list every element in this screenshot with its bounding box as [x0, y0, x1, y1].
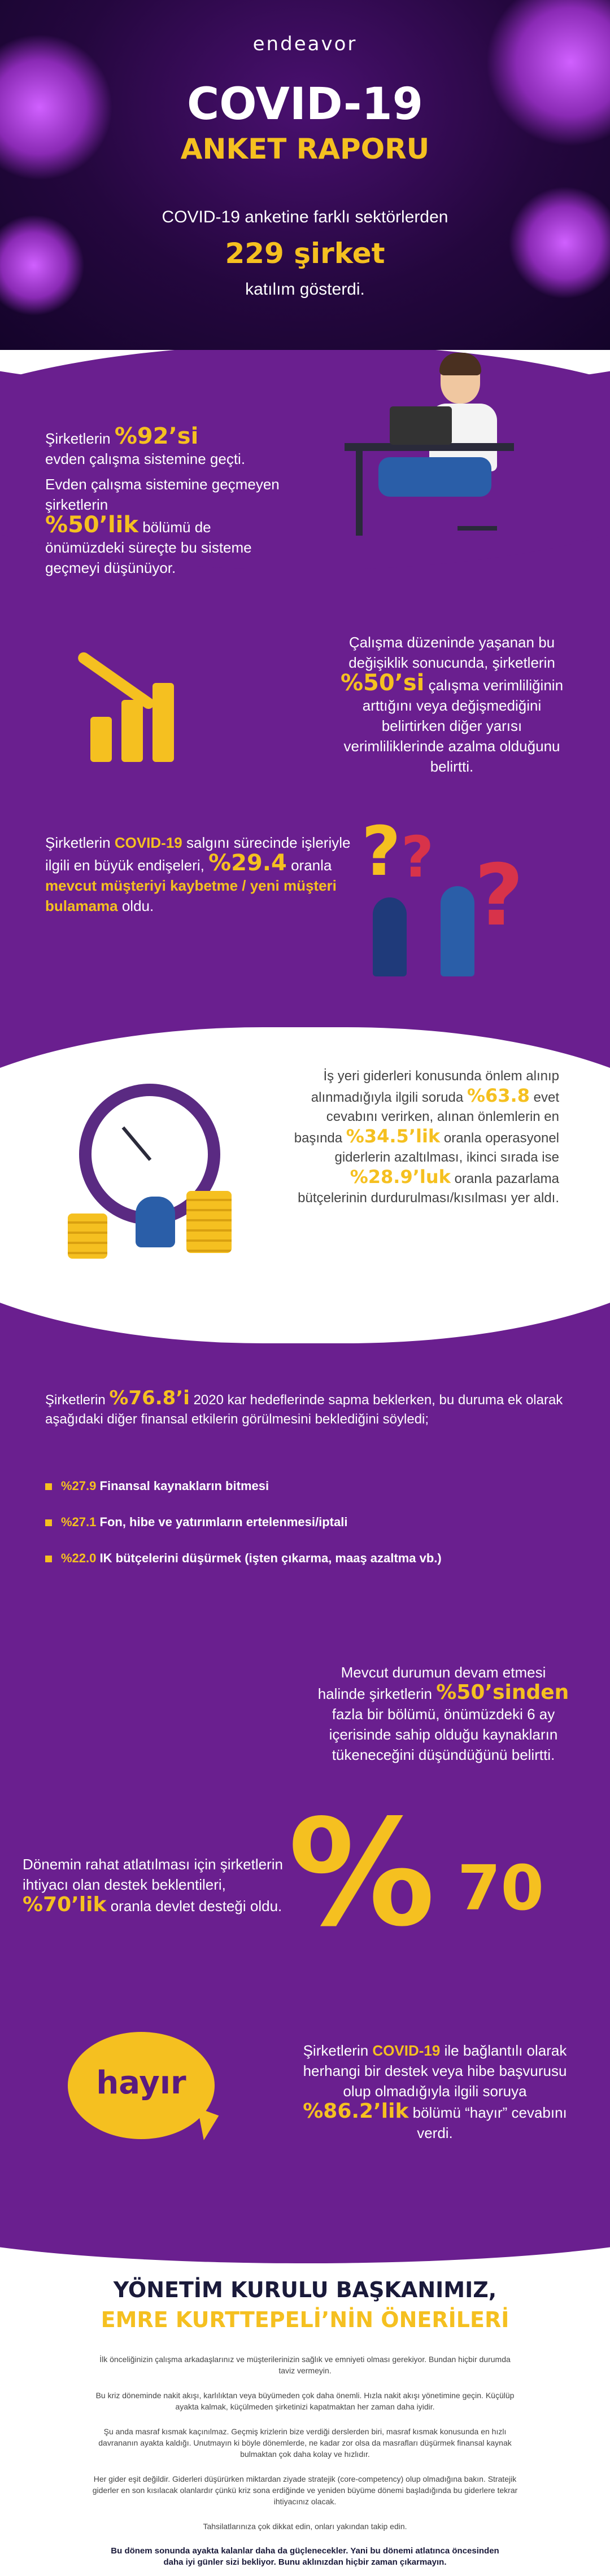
person-figure — [441, 886, 474, 976]
label: evden çalışma sistemine geçti. — [45, 450, 246, 467]
stat-92: %92’si — [114, 423, 199, 449]
label: 2020 kar hedeflerinde sapma beklerken, bu duruma ek olarak aşağıdaki diğer finansal etkilerin görülmesini beklediğini söyledi; — [45, 1392, 563, 1427]
recommendations-subtitle: EMRE KURTTEPELİ’NİN ÖNERİLERİ — [101, 2307, 509, 2332]
covid-label: COVID-19 — [372, 2042, 441, 2059]
label: salgını sürecinde işleriyle ilgili en büyük endişeleri, — [45, 834, 351, 874]
big-number-70: 70 — [457, 1852, 544, 1924]
person-hair — [439, 353, 481, 375]
concerns-text — [45, 833, 361, 916]
recommendations-section — [0, 2229, 610, 2576]
label: evet cevabını verirken, alınan önlemlerin en başında — [294, 1090, 559, 1146]
page-title: COVID-19 — [187, 79, 423, 130]
intro-text-end: katılım gösterdi. — [245, 280, 365, 299]
recommendation-paragraph: İlk önceliğinizin çalışma arkadaşlarınız ve müşterilerinizin sağlık ve emniyeti olması gerekiyor. Bundan hiçbir durumda taviz vermeyin. — [99, 2355, 511, 2375]
bullet-item: %27.9 Finansal kaynakların bitmesi — [45, 1479, 554, 1493]
recommendation-paragraph: Bu kriz döneminde nakit akışı, karlılıktan veya büyümeden çok daha önemli. Hızla nakit akışı yönetimine geçin. Küçülüp ayakta kalmak, küçülmeden şirketinizi kapatmaktan her zaman daha iyidir. — [95, 2391, 515, 2411]
bar-icon — [121, 700, 143, 762]
stat-28-9: %28.9’luk — [350, 1166, 451, 1188]
remote-work-text — [45, 423, 328, 469]
bullet-item: %27.1 Fon, hibe ve yatırımların ertelenmesi/iptali — [45, 1515, 554, 1530]
productivity-text — [333, 632, 570, 777]
recommendations-title: YÖNETİM KURULU BAŞKANIMIZ, — [113, 2277, 497, 2302]
label: oranla devlet desteği oldu. — [110, 1898, 282, 1915]
support-text — [23, 1854, 288, 1916]
label: İş yeri giderleri konusunda önlem alınıp alınmadığıyla ilgili soruda — [311, 1068, 559, 1105]
header-section — [0, 0, 610, 350]
label: Çalışma düzeninde yaşanan bu değişiklik sonucunda, şirketlerin — [348, 634, 555, 671]
person-figure — [373, 897, 407, 976]
label: Mevcut durumun devam etmesi halinde şirketlerin — [317, 1664, 546, 1702]
label: Dönemin rahat atlatılması için şirketlerin ihtiyacı olan destek beklentileri, — [23, 1856, 283, 1893]
label: çalışma verimliliğinin arttığını veya değişmediğini belirtirken diğer yarısı verimliliklerinde azalma olduğunu belirtti. — [343, 677, 564, 775]
remote-work-text-2 — [45, 474, 294, 578]
stat-34-5: %34.5’lik — [346, 1125, 441, 1147]
stat-29-4: %29.4 — [208, 850, 287, 876]
closing-line: Bu dönem sonunda ayakta kalanlar daha da güçlenecekler. Yani bu dönemi atlatınca öncesinden — [111, 2546, 499, 2556]
label: bölümü de önümüzdeki süreçte bu sisteme geçmeyi düşünüyor. — [45, 519, 252, 576]
big-percent-symbol: % — [288, 1789, 435, 1959]
stat-70: %70’lik — [23, 1893, 107, 1916]
stat-50: %50’lik — [45, 512, 138, 538]
stat-76-8: %76.8’i — [109, 1387, 190, 1409]
intro-text: COVID-19 anketine farklı sektörlerden — [162, 208, 448, 226]
covid-label: COVID-19 — [114, 834, 182, 851]
label: Şirketlerin — [45, 430, 111, 447]
finance-text — [45, 1388, 565, 1429]
question-mark-icon: ? — [474, 847, 524, 945]
desk-leg — [356, 451, 363, 536]
brand-logo: endeavor — [252, 33, 358, 55]
clock-illustration — [73, 1084, 243, 1264]
stat-50-productivity: %50’si — [340, 670, 425, 696]
chair — [457, 497, 497, 531]
coin-stack-icon — [68, 1213, 107, 1259]
bubble-text: hayır — [96, 2065, 186, 2101]
page-subtitle: ANKET RAPORU — [180, 133, 430, 165]
closing-line: daha iyi günler sizi bekliyor. Bunu aklınızdan hiçbir zaman çıkarmayın. — [163, 2557, 447, 2567]
question-people-illustration — [361, 813, 548, 982]
stat-50-resources: %50’sinden — [436, 1681, 569, 1704]
recommendation-paragraph: Şu anda masraf kısmak kaçınılmaz. Geçmiş krizlerin bize verdiği derslerden biri, masraf kısmak konusunda en hızlı davrananın ayakta kaldığı. Unutmayın ki böyle dönemlerde, ne kadar zor olsa da masrafları düşürmek finansal kaynak bulmaktan çok daha kolay ve hızlıdır. — [98, 2427, 512, 2459]
label: oranla operasyonel giderlerin azaltılması, ikinci sırada ise — [334, 1131, 559, 1165]
label: oldu. — [121, 897, 154, 914]
label: ile bağlantılı olarak herhangi bir destek veya hibe başvurusu olup olmadığıyla ilgili soruya — [303, 2042, 567, 2100]
chart-icon — [90, 655, 192, 768]
company-count: 229 şirket — [225, 237, 385, 270]
bar-icon — [90, 717, 112, 762]
bar-icon — [152, 683, 174, 762]
resources-text — [316, 1662, 570, 1765]
stat-63-8: %63.8 — [467, 1085, 530, 1106]
laptop-icon — [390, 406, 452, 445]
finance-bullet-list — [45, 1479, 554, 1587]
expenses-text — [294, 1067, 559, 1208]
recommendation-paragraph: Tahsilatlarınıza çok dikkat edin, onları yakından takip edin. — [203, 2522, 407, 2531]
label: oranla — [291, 857, 332, 874]
recommendation-paragraph: Her gider eşit değildir. Giderleri düşürürken miktardan ziyade stratejik (core-competency) olup olmadığına bakın. Stratejik giderler en son kısılacak olanlardır çünkü kriz sona erdiğinde ve yeniden büyüme dönemi başladığında bu giderlere tekrar ihtiyacınız olacak. — [92, 2474, 518, 2506]
stat-86-2: %86.2’lik — [303, 2100, 409, 2123]
concern-highlight: mevcut müşteriyi kaybetme / yeni müşteri bulamama — [45, 877, 337, 914]
label: Şirketlerin — [45, 834, 111, 851]
grants-text — [294, 2040, 576, 2143]
label: oranla pazarlama bütçelerinin durdurulması/kısılması yer aldı. — [298, 1171, 559, 1206]
label: Evden çalışma sistemine geçmeyen şirketlerin — [45, 476, 280, 513]
person-legs — [378, 457, 491, 497]
wave-divider — [0, 2229, 610, 2263]
person-with-laptop — [136, 1197, 175, 1247]
label: bölümü “hayır” cevabını verdi. — [412, 2104, 567, 2141]
question-mark-icon: ? — [361, 813, 401, 891]
recommendations-closing — [68, 2546, 542, 2568]
recommendations-body — [90, 2354, 520, 2546]
label: fazla bir bölümü, önümüzdeki 6 ay içerisinde sahip olduğu kaynakların tükeneceğini düşündüğünü belirtti. — [329, 1706, 558, 1763]
question-mark-icon: ? — [401, 824, 434, 890]
worker-illustration — [345, 350, 514, 542]
label: Şirketlerin — [45, 1392, 106, 1408]
bullet-item: %22.0 IK bütçelerini düşürmek (işten çıkarma, maaş azaltma vb.) — [45, 1551, 554, 1566]
coin-stack-icon — [186, 1191, 232, 1253]
label: Şirketlerin — [303, 2042, 369, 2059]
